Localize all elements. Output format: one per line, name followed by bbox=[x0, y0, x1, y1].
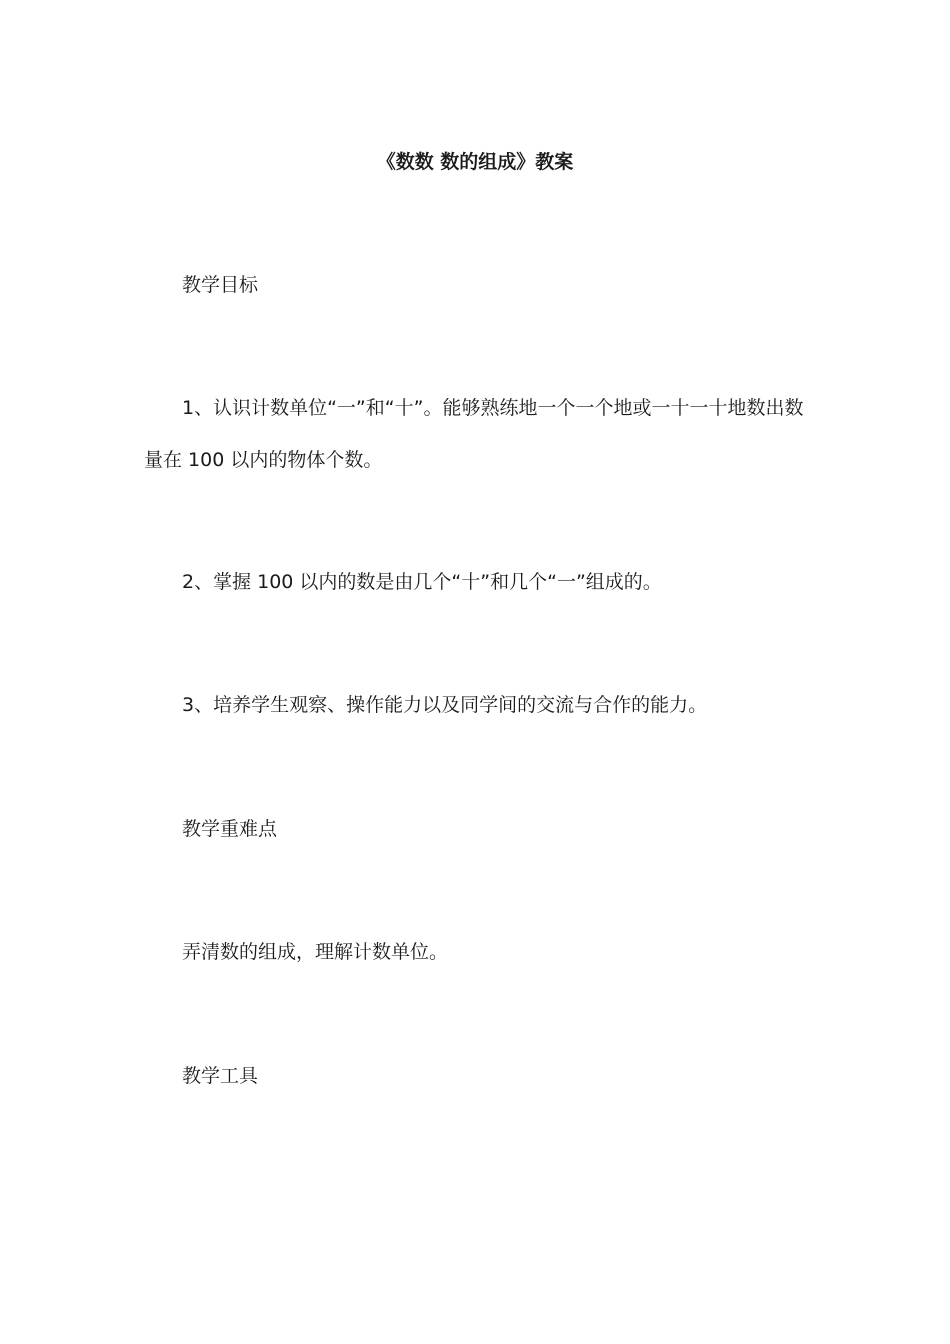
goal-item-1: 1、认识计数单位“一”和“十”。能够熟练地一个一个地或一十一十地数出数量在 100 以内的物体个数。 bbox=[144, 397, 804, 471]
key-point-text: 弄清数的组成，理解计数单位。 bbox=[182, 941, 449, 963]
goal-item-3: 3、培养学生观察、操作能力以及同学间的交流与合作的能力。 bbox=[182, 694, 708, 716]
section-heading-teaching-tools: 教学工具 bbox=[182, 1065, 259, 1087]
goal-item-2: 2、掌握 100 以内的数是由几个“十”和几个“一”组成的。 bbox=[182, 571, 662, 593]
section-heading-teaching-goals: 教学目标 bbox=[182, 274, 259, 296]
document-title: 《数数 数的组成》教案 bbox=[376, 151, 574, 173]
section-heading-key-points: 教学重难点 bbox=[182, 818, 278, 840]
